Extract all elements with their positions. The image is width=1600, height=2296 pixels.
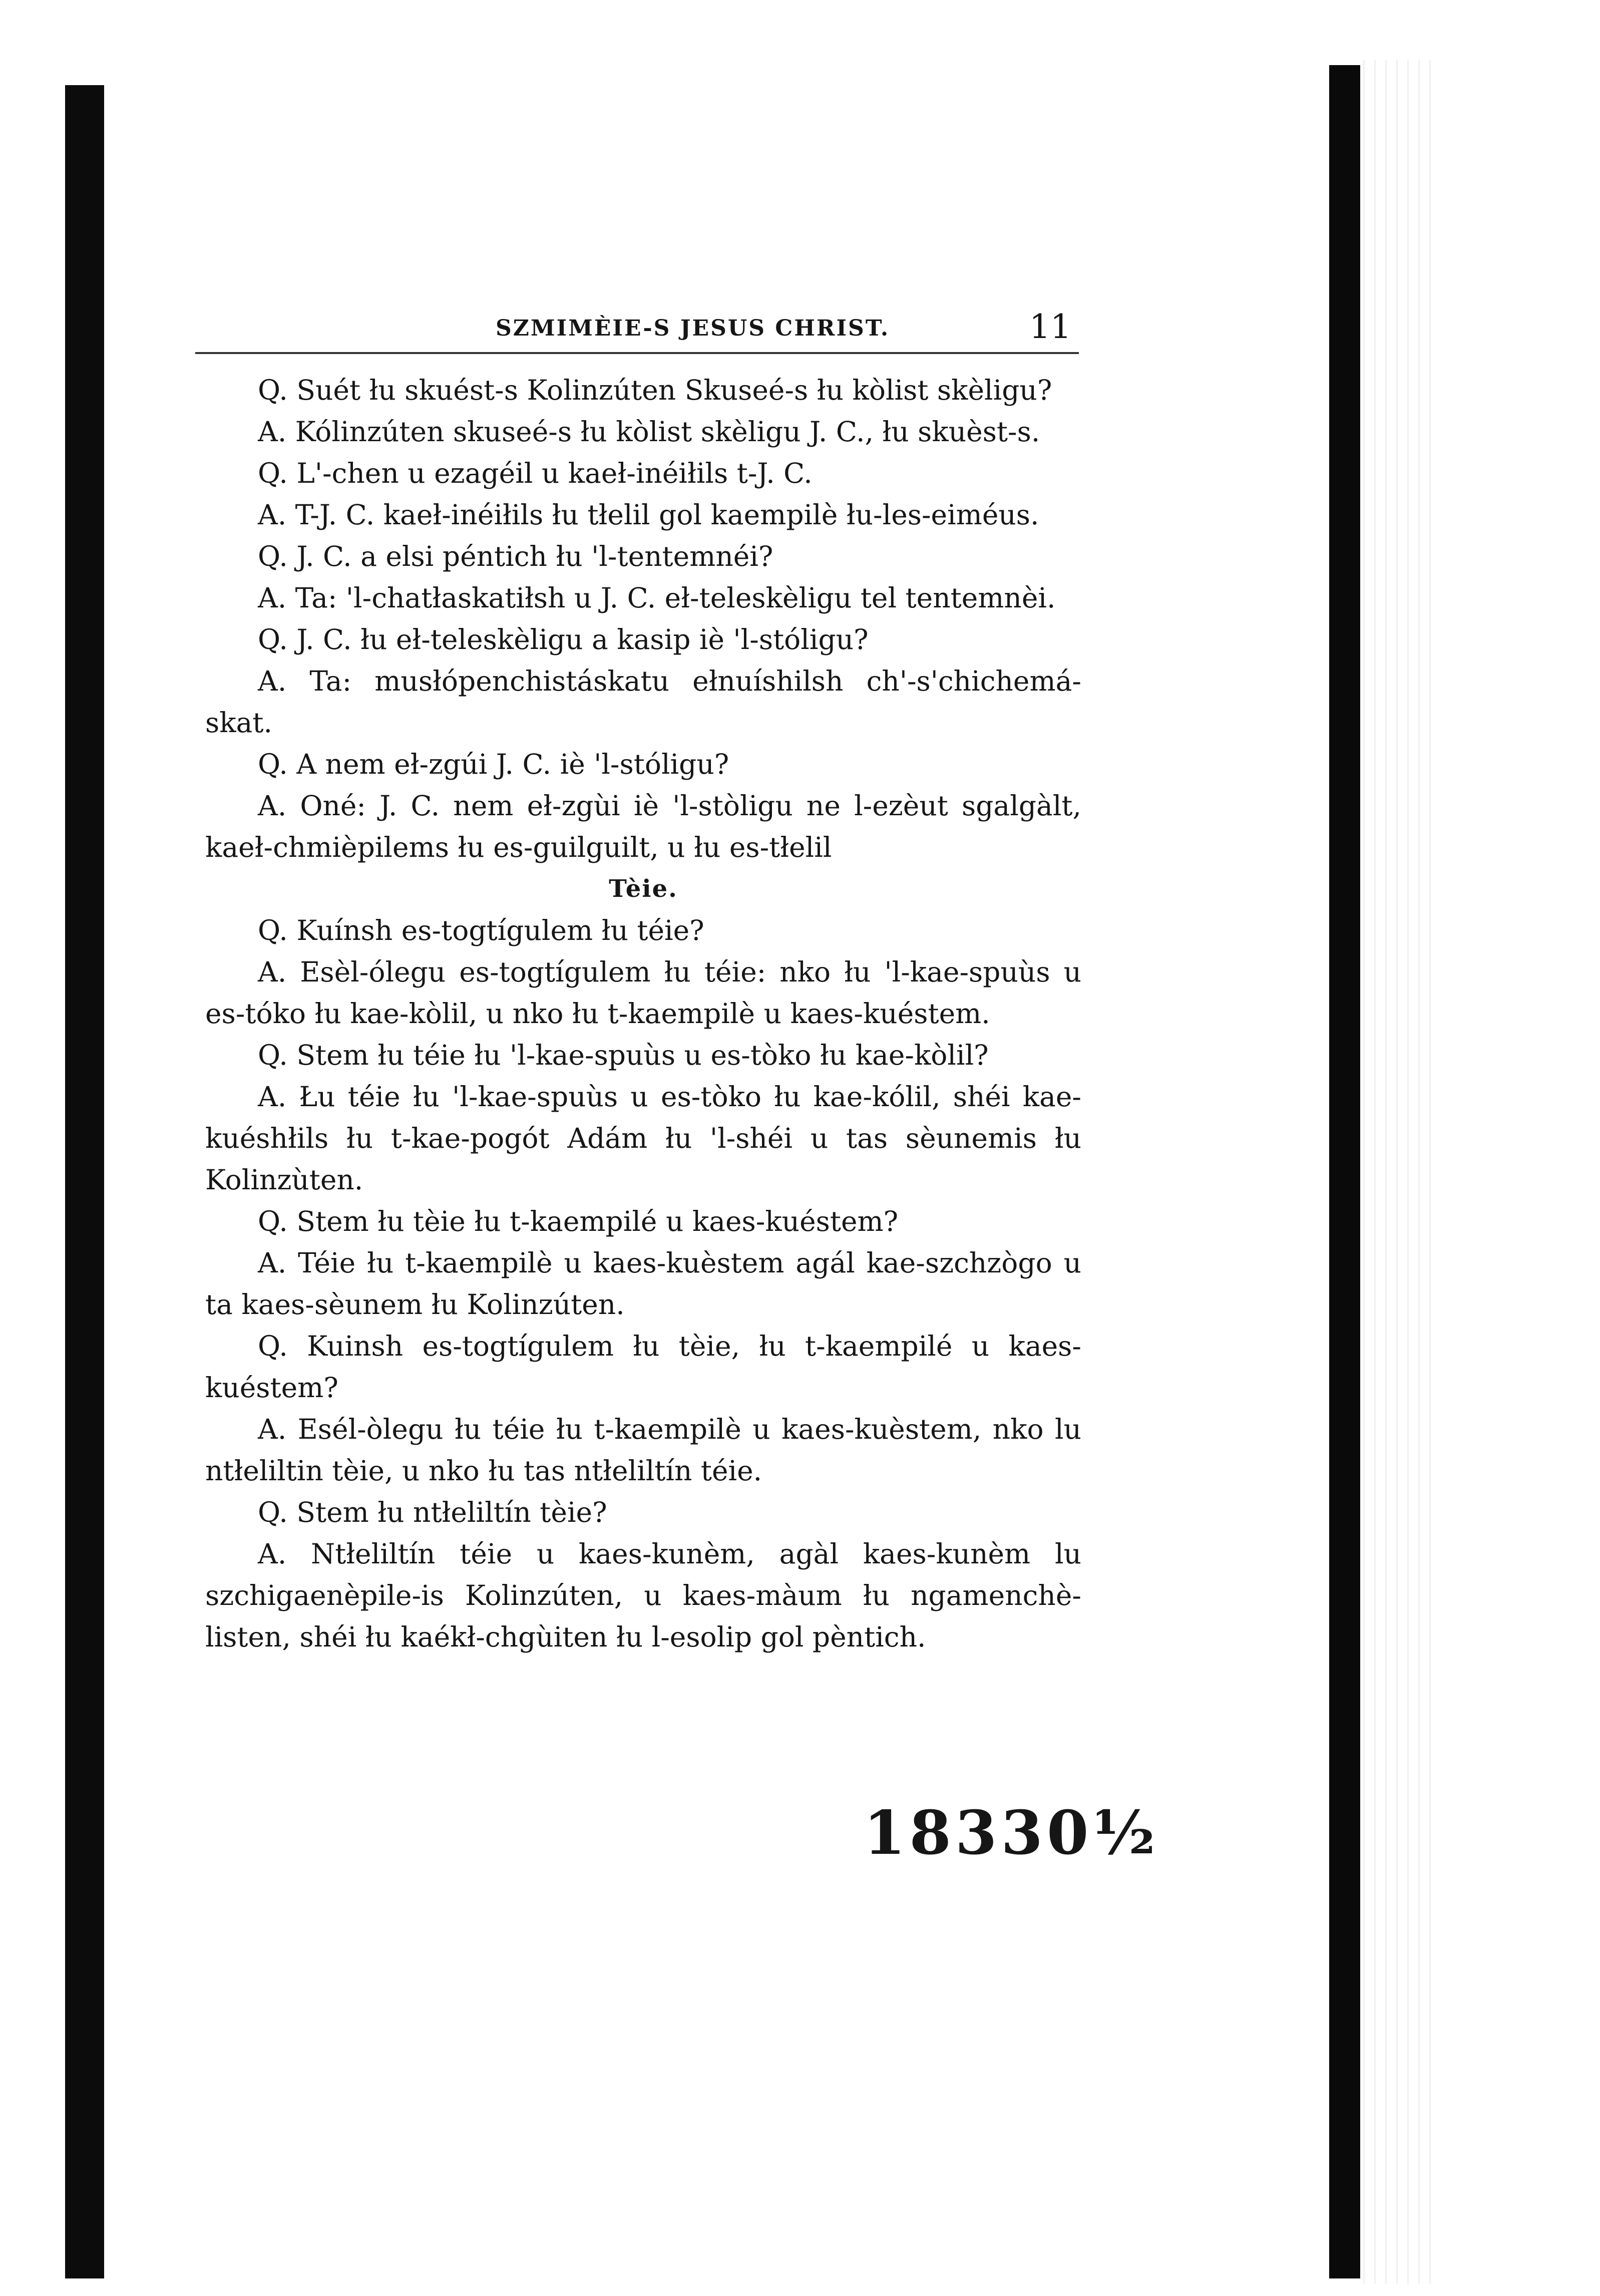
catalog-number: 18330½ xyxy=(864,1798,1159,1868)
paragraph: Q. Suét łu skuést-s Kolinzúten Skuseé-s łu kòlist skèligu? xyxy=(258,374,1052,406)
paragraph: Q. L'-chen u ezagéil u kaeł-inéiłils t-J. C. xyxy=(258,457,813,489)
paragraph: Q. Stem łu tèie łu t-kaempilé u kaes-kuéstem? xyxy=(258,1205,899,1237)
paragraph: A. Kólinzúten skuseé-s łu kòlist skèligu J. C., łu skuèst-s. xyxy=(258,416,1040,448)
scan-border-left xyxy=(65,85,104,2278)
scan-page-edge xyxy=(1360,60,1440,2283)
paragraph: A. Ntłeliltín téie u kaes-kunèm, agàl kaes-kunèm lu szchigaenèpile-is Kolinzúten, u kaes-màum łu ngamenchè-listen, shéi łu kaékł-chgùiten łu l-esolip gol pèntich. xyxy=(205,1538,1081,1653)
section-heading: Tèie. xyxy=(609,875,678,903)
header-rule xyxy=(195,352,1079,354)
paragraph: A. Łu téie łu 'l-kae-spuùs u es-tòko łu kae-kólil, shéi kae-kuéshłils łu t-kae-pogót Adám łu 'l-shéi u tas sèunemis łu Kolinzùten. xyxy=(205,1081,1081,1196)
paragraph: Q. J. C. łu eł-teleskèligu a kasip iè 'l-stóligu? xyxy=(258,623,869,655)
paragraph: A. Oné: J. C. nem eł-zgùi iè 'l-stòligu ne l-ezèut sgalgàlt, kaeł-chmièpilems łu es-guilguilt, u łu es-tłelil xyxy=(205,790,1081,863)
running-title: SZMIMÈIE-S JESUS CHRIST. xyxy=(496,315,890,341)
body-text xyxy=(205,370,1081,1658)
paragraph: A. Esél-òlegu łu téie łu t-kaempilè u kaes-kuèstem, nko lu ntłeliltin tèie, u nko łu tas ntłeliltín téie. xyxy=(205,1413,1081,1487)
scan-border-right xyxy=(1329,65,1360,2278)
paragraph: Q. Kuinsh es-togtígulem łu tèie, łu t-kaempilé u kaes-kuéstem? xyxy=(205,1330,1081,1404)
paragraph: A. Ta: 'l-chatłaskatiłsh u J. C. eł-teleskèligu tel tentemnèi. xyxy=(258,582,1056,614)
paragraph: A. Ta: musłópenchistáskatu ełnuíshilsh ch'-s'chichemá-skat. xyxy=(205,665,1081,739)
paragraph: A. Téie łu t-kaempilè u kaes-kuèstem agál kae-szchzògo u ta kaes-sèunem łu Kolinzúten. xyxy=(205,1247,1081,1321)
running-header xyxy=(240,306,1081,347)
paragraph: Q. Stem łu téie łu 'l-kae-spuùs u es-tòko łu kae-kòlil? xyxy=(258,1039,989,1071)
paragraph: Q. A nem eł-zgúi J. C. iè 'l-stóligu? xyxy=(258,748,729,780)
paragraph: Q. Kuínsh es-togtígulem łu téie? xyxy=(258,914,704,946)
paragraph: A. Esèl-ólegu es-togtígulem łu téie: nko łu 'l-kae-spuùs u es-tóko łu kae-kòlil, u nko łu t-kaempilè u kaes-kuéstem. xyxy=(205,956,1081,1030)
paragraph: Q. Stem łu ntłeliltín tèie? xyxy=(258,1496,607,1528)
paragraph: A. T-J. C. kaeł-inéiłils łu tłelil gol kaempilè łu-les-eiméus. xyxy=(258,499,1039,531)
paragraph: Q. J. C. a elsi péntich łu 'l-tentemnéi? xyxy=(258,540,773,572)
page-number: 11 xyxy=(1029,307,1071,346)
